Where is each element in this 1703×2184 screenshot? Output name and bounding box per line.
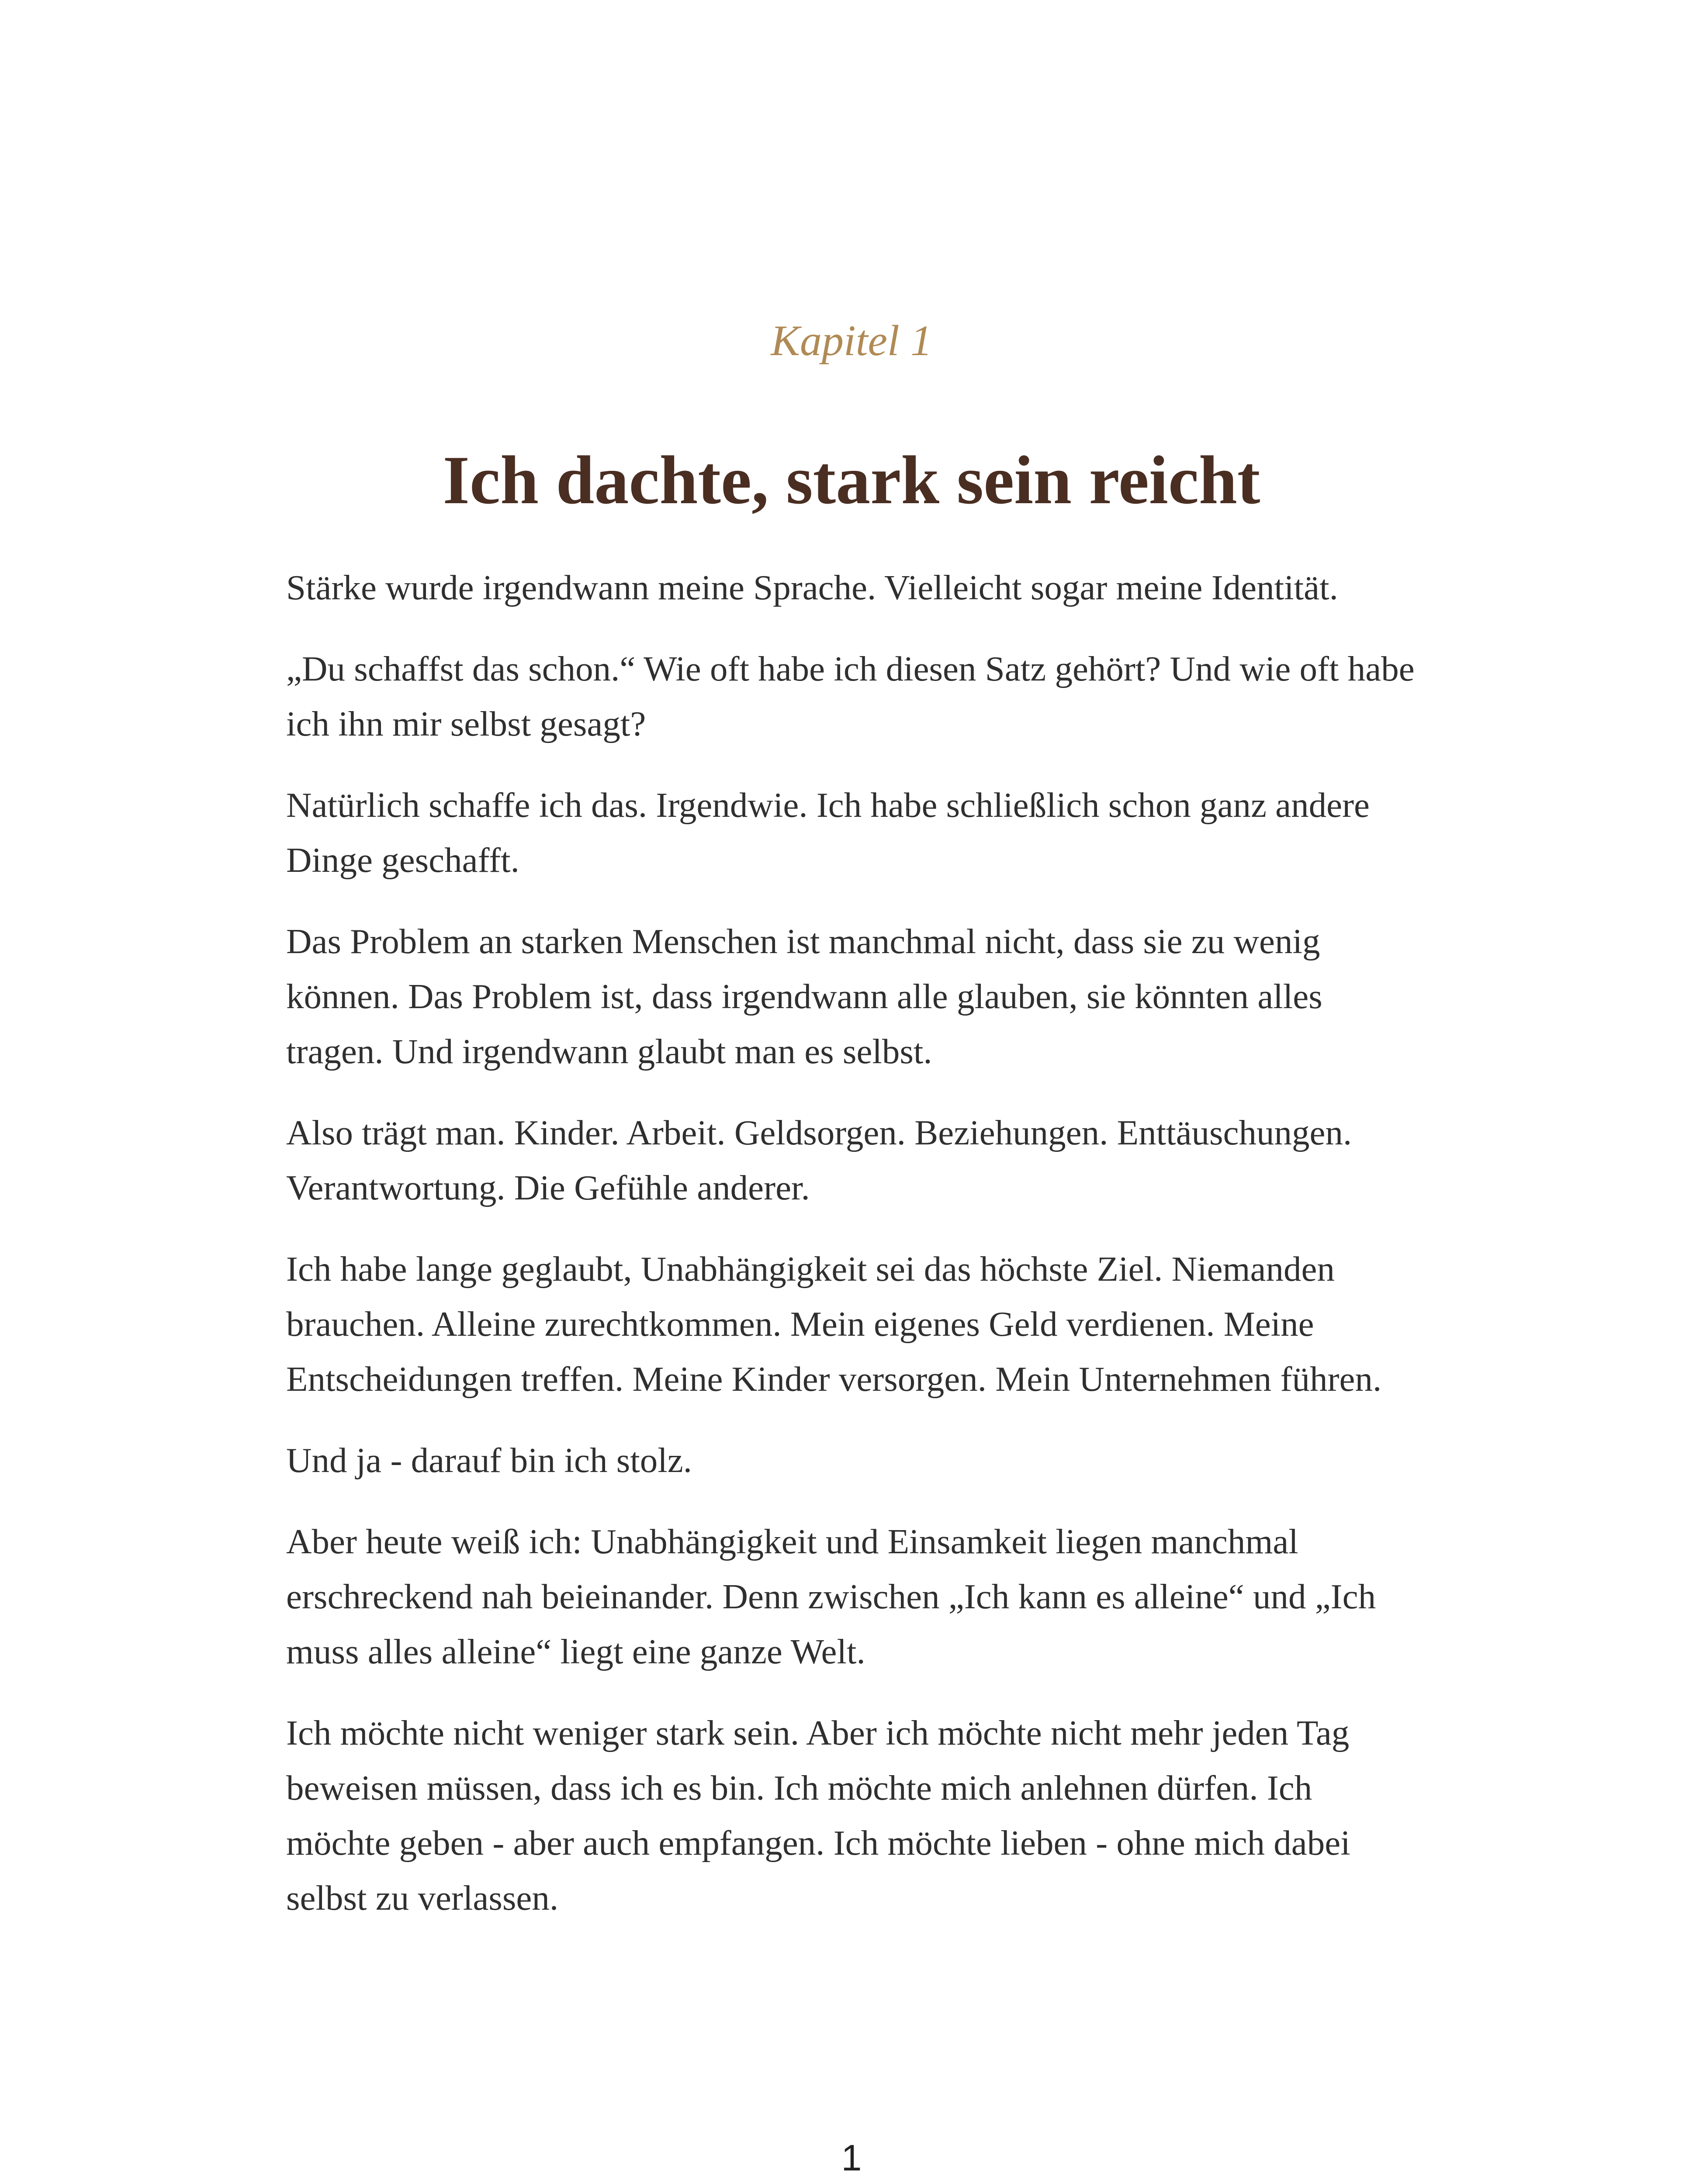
paragraph: Stärke wurde irgendwann meine Sprache. Vielleicht sogar meine Identität. bbox=[286, 568, 1338, 607]
paragraph: Ich möchte nicht weniger stark sein. Aber ich möchte nicht mehr jeden Tag beweisen müssen, dass ich es bin. Ich möchte mich anlehnen dürfen. Ich möchte geben - aber auch empfangen. Ich möchte lieben - ohne mich dabei selbst zu verlassen. bbox=[286, 1713, 1350, 1918]
paragraph: Das Problem an starken Menschen ist manchmal nicht, dass sie zu wenig können. Das Problem ist, dass irgendwann alle glauben, sie könnten alles tragen. Und irgendwann glaubt man es selbst. bbox=[286, 922, 1322, 1071]
paragraph: Aber heute weiß ich: Unabhängigkeit und Einsamkeit liegen manchmal erschreckend nah beieinander. Denn zwischen „Ich kann es alleine“ und „Ich muss alles alleine“ liegt eine ganze Welt. bbox=[286, 1522, 1376, 1671]
paragraph: Also trägt man. Kinder. Arbeit. Geldsorgen. Beziehungen. Enttäuschungen. Verantwortung. Die Gefühle anderer. bbox=[286, 1113, 1352, 1207]
paragraph: Und ja - darauf bin ich stolz. bbox=[286, 1441, 692, 1480]
chapter-title: Ich dachte, stark sein reicht bbox=[443, 442, 1260, 518]
paragraph: Ich habe lange geglaubt, Unabhängigkeit sei das höchste Ziel. Niemanden brauchen. Alleine zurechtkommen. Mein eigenes Geld verdienen. Meine Entscheidungen treffen. Meine Kinder versorgen. Mein Unternehmen führen. bbox=[286, 1249, 1382, 1399]
page-number: 1 bbox=[841, 2137, 862, 2178]
paragraph: „Du schaffst das schon.“ Wie oft habe ich diesen Satz gehört? Und wie oft habe ich ihn mir selbst gesagt? bbox=[286, 649, 1415, 743]
paragraph: Natürlich schaffe ich das. Irgendwie. Ich habe schließlich schon ganz andere Dinge geschafft. bbox=[286, 785, 1370, 880]
chapter-body bbox=[286, 560, 1422, 1952]
chapter-label: Kapitel 1 bbox=[771, 316, 932, 365]
